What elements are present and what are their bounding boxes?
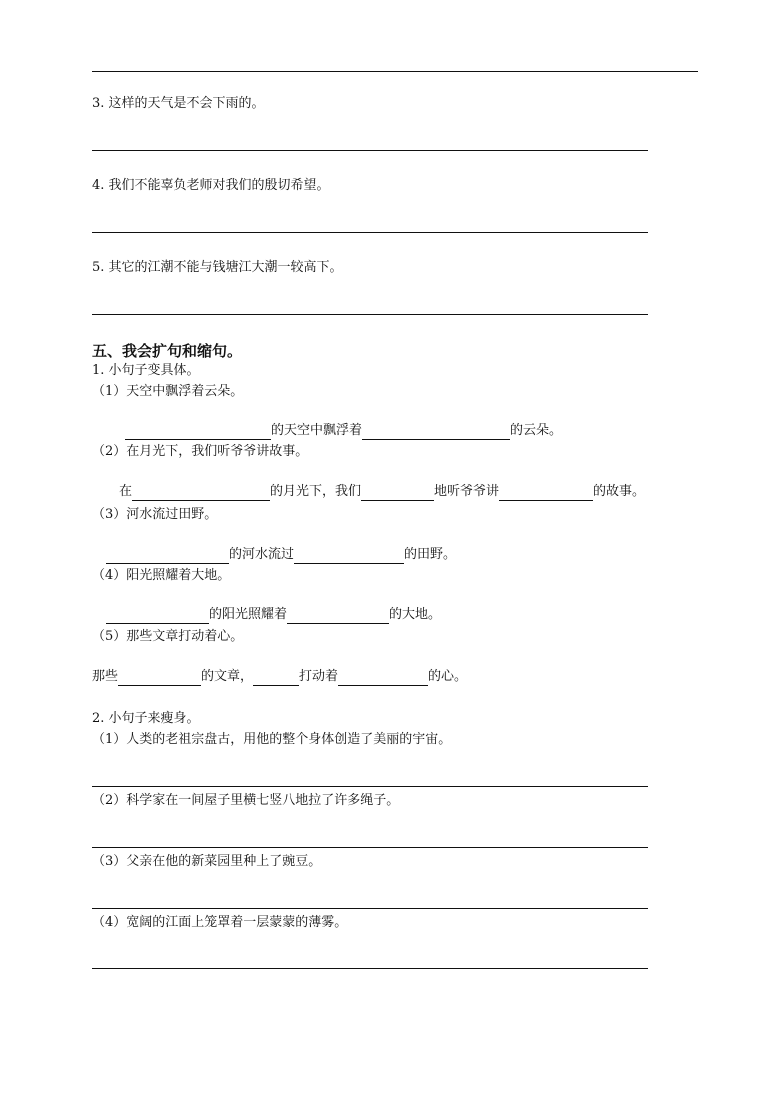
q5-text-3: 的心。 <box>428 669 468 684</box>
shrink-answer-line-3[interactable] <box>92 908 648 909</box>
q3-text-1: 的河水流过 <box>229 547 295 562</box>
q4-text-1: 的阳光照耀着 <box>209 607 288 622</box>
q5-text-2: 打动着 <box>299 669 339 684</box>
q2-text-3: 的故事。 <box>593 484 646 499</box>
q2-blank-3[interactable] <box>499 485 593 501</box>
q5-prompt: （5）那些文章打动着心。 <box>92 629 244 644</box>
q5-fill-row <box>92 668 467 686</box>
q3-blank-1[interactable] <box>106 548 229 564</box>
item-5-text: 5. 其它的江潮不能与钱塘江大潮一较高下。 <box>92 260 343 275</box>
q2-fill-row <box>119 483 645 501</box>
q4-prompt: （4）阳光照耀着大地。 <box>92 568 231 583</box>
q4-text-2: 的大地。 <box>389 607 442 622</box>
shrink-answer-line-2[interactable] <box>92 847 648 848</box>
shrink-answer-line-4[interactable] <box>92 968 648 969</box>
q2-text-1: 的月光下，我们 <box>270 484 362 499</box>
q3-text-2: 的田野。 <box>404 547 457 562</box>
q2-blank-1[interactable] <box>132 485 270 501</box>
section-5-title: 五、我会扩句和缩句。 <box>92 342 243 360</box>
q1-fill-row <box>125 422 562 440</box>
sub-2-title: 2. 小句子来瘦身。 <box>92 711 200 726</box>
q4-blank-1[interactable] <box>106 608 209 624</box>
q2-text-2: 地听爷爷讲 <box>434 484 500 499</box>
q1-blank-2[interactable] <box>362 424 510 440</box>
q1-text-1: 的天空中飘浮着 <box>271 423 363 438</box>
q3-prompt: （3）河水流过田野。 <box>92 507 218 522</box>
sub-1-title: 1. 小句子变具体。 <box>92 363 200 378</box>
q2-blank-2[interactable] <box>361 485 434 501</box>
q4-fill-row <box>106 606 441 624</box>
shrink-item-2-text: （2）科学家在一间屋子里横七竖八地拉了许多绳子。 <box>92 793 400 808</box>
shrink-item-1-text: （1）人类的老祖宗盘古，用他的整个身体创造了美丽的宇宙。 <box>92 732 452 747</box>
q5-blank-1[interactable] <box>118 670 201 686</box>
answer-line-3[interactable] <box>92 150 648 151</box>
q1-blank-1[interactable] <box>125 424 271 440</box>
q1-text-2: 的云朵。 <box>510 423 563 438</box>
q2-prompt: （2）在月光下，我们听爷爷讲故事。 <box>92 444 309 459</box>
q3-blank-2[interactable] <box>294 548 404 564</box>
q5-blank-2[interactable] <box>253 670 299 686</box>
q4-blank-2[interactable] <box>287 608 389 624</box>
shrink-item-3-text: （3）父亲在他的新菜园里种上了豌豆。 <box>92 854 322 869</box>
item-4-text: 4. 我们不能辜负老师对我们的殷切希望。 <box>92 178 330 193</box>
answer-line-5[interactable] <box>92 314 648 315</box>
shrink-item-4-text: （4）宽阔的江面上笼罩着一层蒙蒙的薄雾。 <box>92 915 348 930</box>
q5-text-0: 那些 <box>92 669 119 684</box>
item-3-text: 3. 这样的天气是不会下雨的。 <box>92 96 265 111</box>
q3-fill-row <box>106 546 456 564</box>
answer-line-4[interactable] <box>92 232 648 233</box>
q2-text-0: 在 <box>119 484 133 499</box>
q5-text-1: 的文章， <box>201 669 254 684</box>
answer-line-top <box>92 71 698 72</box>
shrink-answer-line-1[interactable] <box>92 786 648 787</box>
q1-prompt: （1）天空中飘浮着云朵。 <box>92 384 244 399</box>
q5-blank-3[interactable] <box>338 670 428 686</box>
